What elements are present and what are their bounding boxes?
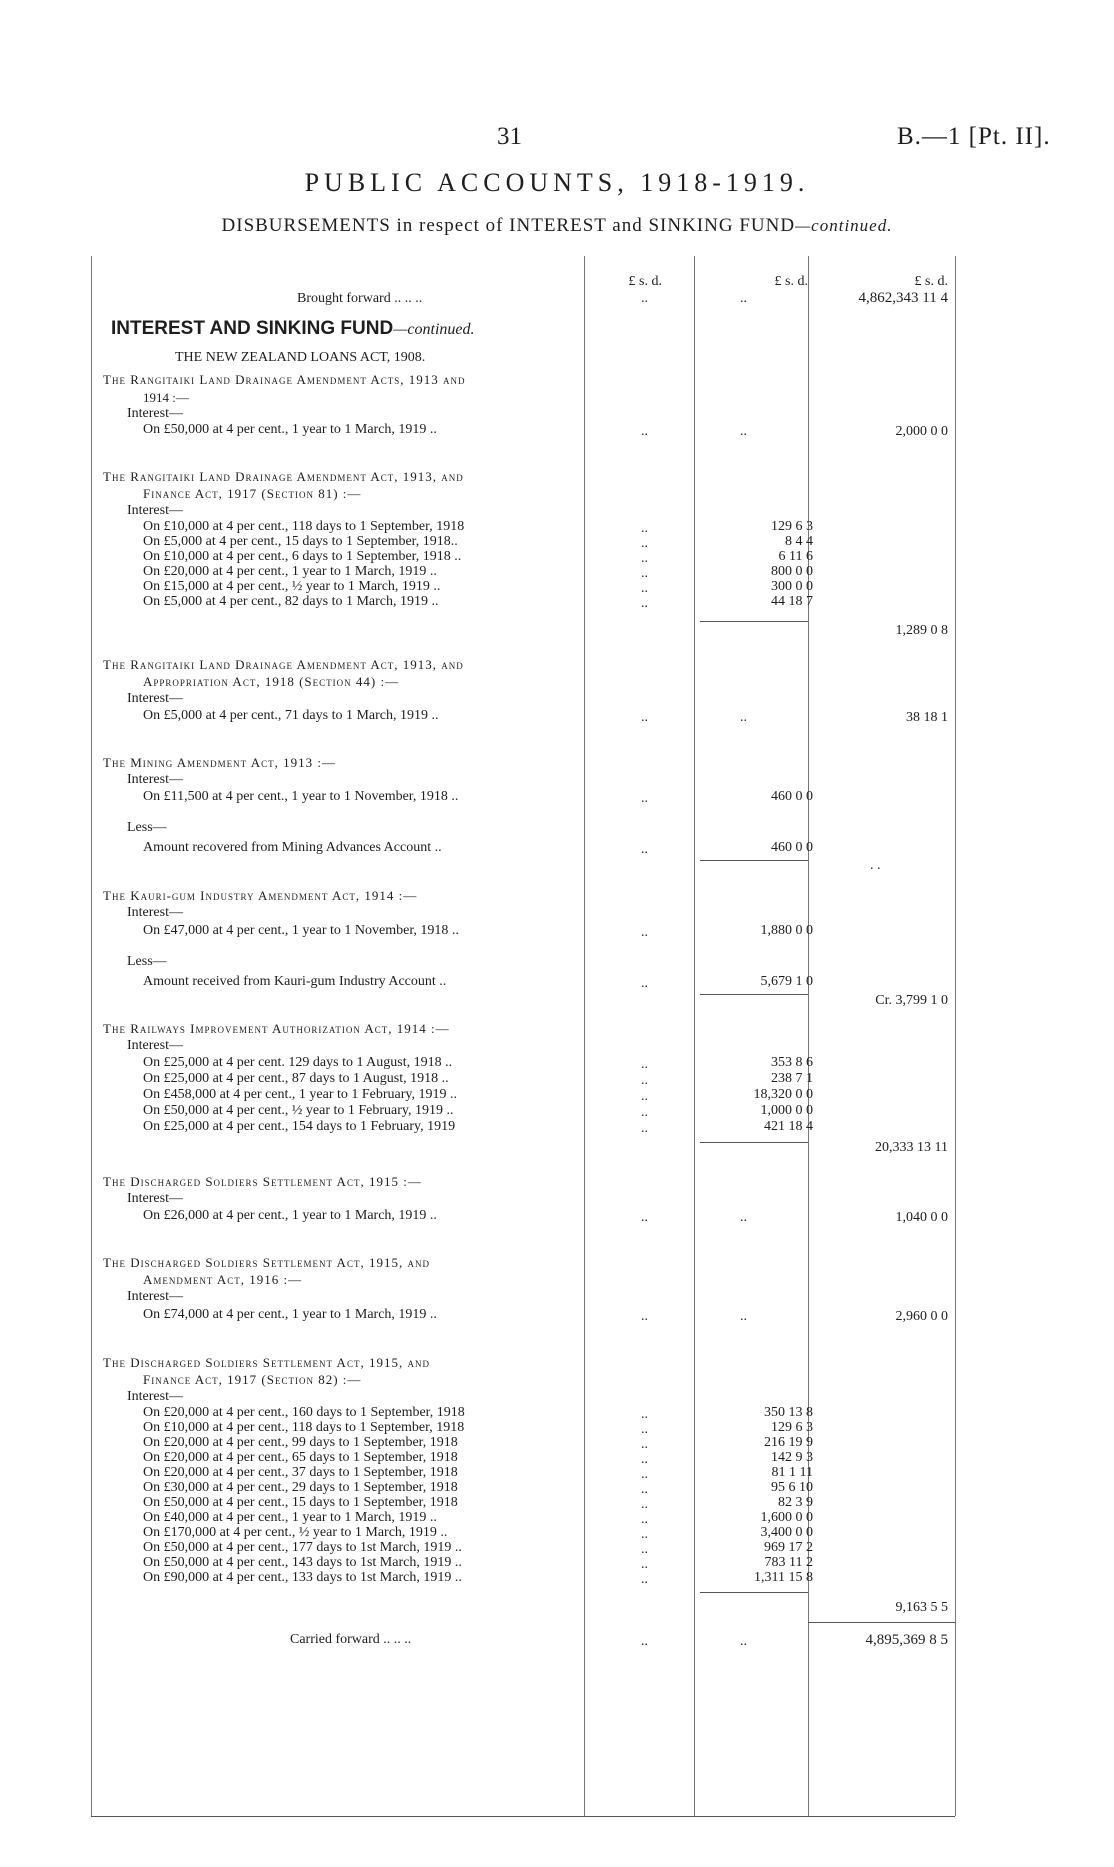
s1-line: On £50,000 at 4 per cent., 1 year to 1 March, 1919 .. (143, 422, 437, 437)
s2-line-5: On £5,000 at 4 per cent., 82 days to 1 March, 1919 .. (143, 594, 439, 609)
s9-amt-3: 142 9 3 (771, 1450, 813, 1465)
s9-col1-1: .. (641, 1422, 648, 1437)
s9-line-0: On £20,000 at 4 per cent., 160 days to 1 September, 1918 (143, 1405, 465, 1420)
s9-amt-7: 1,600 0 0 (760, 1510, 813, 1525)
s6-col1-2: .. (641, 1089, 648, 1104)
s9-amt-2: 216 19 9 (764, 1435, 813, 1450)
s8-interest-label: Interest— (127, 1289, 183, 1304)
carried-forward-rule (808, 1622, 955, 1623)
s2-line-0: On £10,000 at 4 per cent., 118 days to 1 September, 1918 (143, 519, 465, 534)
s9-total: 9,163 5 5 (895, 1600, 948, 1615)
s9-col1-3: .. (641, 1452, 648, 1467)
carried-forward-label: Carried forward .. .. .. (290, 1632, 412, 1647)
carried-forward-col2: .. (740, 1634, 747, 1649)
s2-amt-2: 6 11 6 (778, 549, 813, 564)
s9-amt-0: 350 13 8 (764, 1405, 813, 1420)
brought-forward-col1: .. (641, 291, 648, 306)
s4-total: . . (870, 858, 881, 873)
carried-forward-col1: .. (641, 1634, 648, 1649)
s2-col1-0: .. (641, 521, 648, 536)
s5-title: The Kauri-gum Industry Amendment Act, 1914 :— (103, 888, 418, 903)
s9-subtotal-rule (700, 1592, 808, 1593)
s9-line-7: On £40,000 at 4 per cent., 1 year to 1 March, 1919 .. (143, 1510, 437, 1525)
carried-forward-total: 4,895,369 8 5 (865, 1632, 948, 1648)
col3-header: £ s. d. (914, 274, 948, 289)
s2-amt-3: 800 0 0 (771, 564, 813, 579)
s9-amt-6: 82 3 9 (778, 1495, 813, 1510)
s9-col1-11: .. (641, 1572, 648, 1587)
s9-line-8: On £170,000 at 4 per cent., ½ year to 1 March, 1919 .. (143, 1525, 448, 1540)
s3-line: On £5,000 at 4 per cent., 71 days to 1 March, 1919 .. (143, 708, 439, 723)
s9-amt-10: 783 11 2 (764, 1555, 813, 1570)
s6-col1-3: .. (641, 1105, 648, 1120)
s9-amt-8: 3,400 0 0 (760, 1525, 813, 1540)
page-subtitle (0, 215, 1114, 237)
s1-title-line1: The Rangitaiki Land Drainage Amendment Acts, 1913 and (103, 372, 466, 387)
s2-title-line2: Finance Act, 1917 (Section 81) :— (143, 486, 362, 501)
s6-title: The Railways Improvement Authorization Act, 1914 :— (103, 1021, 450, 1036)
s9-amt-9: 969 17 2 (764, 1540, 813, 1555)
s2-amt-5: 44 18 7 (771, 594, 813, 609)
s5-col1: .. (641, 925, 648, 940)
s9-line-6: On £50,000 at 4 per cent., 15 days to 1 September, 1918 (143, 1495, 458, 1510)
rule-col2 (694, 256, 695, 1816)
col1-header: £ s. d. (628, 274, 662, 289)
s8-col2: .. (740, 1309, 747, 1324)
s4-col1: .. (641, 791, 648, 806)
s2-amt-0: 129 6 3 (771, 519, 813, 534)
s9-line-9: On £50,000 at 4 per cent., 177 days to 1st March, 1919 .. (143, 1540, 462, 1555)
s7-total: 1,040 0 0 (895, 1210, 948, 1225)
s2-col1-2: .. (641, 551, 648, 566)
col2-header: £ s. d. (774, 274, 808, 289)
s3-title-line1: The Rangitaiki Land Drainage Amendment Act, 1913, and (103, 657, 464, 672)
page-number: 31 (497, 123, 522, 150)
s9-col1-9: .. (641, 1542, 648, 1557)
loans-act-heading: THE NEW ZEALAND LOANS ACT, 1908. (175, 350, 426, 365)
s4-less-col1: .. (641, 842, 648, 857)
rule-left (91, 256, 92, 1816)
s6-col1-1: .. (641, 1073, 648, 1088)
heading-suffix: —continued. (393, 321, 475, 338)
s2-line-1: On £5,000 at 4 per cent., 15 days to 1 September, 1918.. (143, 534, 458, 549)
s9-col1-6: .. (641, 1497, 648, 1512)
s3-col2: .. (740, 710, 747, 725)
s9-amt-4: 81 1 11 (771, 1465, 813, 1480)
s3-col1: .. (641, 710, 648, 725)
s5-less-col1: .. (641, 976, 648, 991)
s1-total: 2,000 0 0 (895, 424, 948, 439)
s4-less-line: Amount recovered from Mining Advances Account .. (143, 840, 442, 855)
s5-interest-label: Interest— (127, 905, 183, 920)
s6-col1-4: .. (641, 1121, 648, 1136)
brought-forward-total: 4,862,343 11 4 (858, 290, 948, 306)
s2-col1-1: .. (641, 536, 648, 551)
s4-title: The Mining Amendment Act, 1913 :— (103, 755, 336, 770)
s3-total: 38 18 1 (906, 710, 948, 725)
s2-total: 1,289 0 8 (895, 623, 948, 638)
s6-amt-0: 353 8 6 (771, 1055, 813, 1070)
s1-title-line2: 1914 :— (143, 390, 189, 405)
s9-col1-10: .. (641, 1557, 648, 1572)
s9-col1-5: .. (641, 1482, 648, 1497)
s6-line-4: On £25,000 at 4 per cent., 154 days to 1 February, 1919 (143, 1119, 456, 1134)
s9-amt-1: 129 6 3 (771, 1420, 813, 1435)
s2-col1-4: .. (641, 581, 648, 596)
s8-total: 2,960 0 0 (895, 1309, 948, 1324)
s5-less-label: Less— (127, 954, 167, 969)
s4-less-amt: 460 0 0 (771, 840, 813, 855)
s6-col1-0: .. (641, 1057, 648, 1072)
page-title: PUBLIC ACCOUNTS, 1918-1919. (304, 168, 810, 197)
s6-amt-3: 1,000 0 0 (760, 1103, 813, 1118)
s6-amt-1: 238 7 1 (771, 1071, 813, 1086)
s9-col1-7: .. (641, 1512, 648, 1527)
s1-interest-label: Interest— (127, 406, 183, 421)
heading-text: INTEREST AND SINKING FUND (111, 318, 394, 339)
s5-less-amt: 5,679 1 0 (760, 974, 813, 989)
s2-title-line1: The Rangitaiki Land Drainage Amendment Act, 1913, and (103, 469, 464, 484)
s6-total: 20,333 13 11 (875, 1140, 948, 1155)
s6-line-1: On £25,000 at 4 per cent., 87 days to 1 August, 1918 .. (143, 1071, 449, 1086)
s4-subtotal-rule (700, 860, 808, 861)
s9-interest-label: Interest— (127, 1389, 183, 1404)
s3-title-line2: Appropriation Act, 1918 (Section 44) :— (143, 674, 400, 689)
s7-col2: .. (740, 1210, 747, 1225)
s9-line-10: On £50,000 at 4 per cent., 143 days to 1st March, 1919 .. (143, 1555, 462, 1570)
s6-interest-label: Interest— (127, 1038, 183, 1053)
subtitle-text: DISBURSEMENTS in respect of INTEREST and SINKING FUND (221, 215, 796, 236)
s2-amt-1: 8 4 4 (785, 534, 813, 549)
section-heading (111, 318, 475, 340)
s5-total: Cr. 3,799 1 0 (875, 993, 948, 1008)
s8-title-line1: The Discharged Soldiers Settlement Act, 1915, and (103, 1255, 430, 1270)
s4-amt: 460 0 0 (771, 789, 813, 804)
rule-right (955, 256, 956, 1816)
s9-col1-4: .. (641, 1467, 648, 1482)
s2-line-2: On £10,000 at 4 per cent., 6 days to 1 September, 1918 .. (143, 549, 462, 564)
s9-line-4: On £20,000 at 4 per cent., 37 days to 1 September, 1918 (143, 1465, 458, 1480)
s8-title-line2: Amendment Act, 1916 :— (143, 1272, 303, 1287)
subtitle-suffix: —continued. (795, 216, 893, 235)
s9-col1-0: .. (641, 1407, 648, 1422)
s4-line: On £11,500 at 4 per cent., 1 year to 1 November, 1918 .. (143, 789, 459, 804)
s1-col2: .. (740, 424, 747, 439)
s9-line-1: On £10,000 at 4 per cent., 118 days to 1 September, 1918 (143, 1420, 465, 1435)
s7-line: On £26,000 at 4 per cent., 1 year to 1 March, 1919 .. (143, 1208, 437, 1223)
s9-title-line1: The Discharged Soldiers Settlement Act, 1915, and (103, 1355, 430, 1370)
s6-line-2: On £458,000 at 4 per cent., 1 year to 1 February, 1919 .. (143, 1087, 458, 1102)
s9-col1-8: .. (641, 1527, 648, 1542)
s9-line-11: On £90,000 at 4 per cent., 133 days to 1st March, 1919 .. (143, 1570, 462, 1585)
rule-col1 (584, 256, 585, 1816)
s2-col1-3: .. (641, 566, 648, 581)
s2-amt-4: 300 0 0 (771, 579, 813, 594)
s7-interest-label: Interest— (127, 1191, 183, 1206)
s8-col1: .. (641, 1309, 648, 1324)
s2-interest-label: Interest— (127, 503, 183, 518)
s5-less-line: Amount received from Kauri-gum Industry Account .. (143, 974, 447, 989)
document-reference: B.—1 [Pt. II]. (897, 123, 1051, 150)
s9-line-5: On £30,000 at 4 per cent., 29 days to 1 September, 1918 (143, 1480, 458, 1495)
s7-title: The Discharged Soldiers Settlement Act, 1915 :— (103, 1174, 422, 1189)
s4-interest-label: Interest— (127, 772, 183, 787)
s9-title-line2: Finance Act, 1917 (Section 82) :— (143, 1372, 362, 1387)
rule-bottom (91, 1816, 955, 1817)
s5-amt: 1,880 0 0 (760, 923, 813, 938)
brought-forward-label: Brought forward .. .. .. (297, 291, 423, 306)
s2-subtotal-rule (700, 621, 808, 622)
s2-line-4: On £15,000 at 4 per cent., ½ year to 1 March, 1919 .. (143, 579, 441, 594)
s1-col1: .. (641, 424, 648, 439)
s5-line: On £47,000 at 4 per cent., 1 year to 1 November, 1918 .. (143, 923, 459, 938)
s6-amt-4: 421 18 4 (764, 1119, 813, 1134)
s4-less-label: Less— (127, 820, 167, 835)
s6-line-0: On £25,000 at 4 per cent. 129 days to 1 August, 1918 .. (143, 1055, 453, 1070)
brought-forward-col2: .. (740, 291, 747, 306)
s9-line-3: On £20,000 at 4 per cent., 65 days to 1 September, 1918 (143, 1450, 458, 1465)
s9-col1-2: .. (641, 1437, 648, 1452)
s6-line-3: On £50,000 at 4 per cent., ½ year to 1 February, 1919 .. (143, 1103, 454, 1118)
s2-col1-5: .. (641, 596, 648, 611)
s6-amt-2: 18,320 0 0 (753, 1087, 813, 1102)
s5-subtotal-rule (700, 994, 808, 995)
s7-col1: .. (641, 1210, 648, 1225)
s9-line-2: On £20,000 at 4 per cent., 99 days to 1 September, 1918 (143, 1435, 458, 1450)
s9-amt-5: 95 6 10 (771, 1480, 813, 1495)
s8-line: On £74,000 at 4 per cent., 1 year to 1 March, 1919 .. (143, 1307, 437, 1322)
s3-interest-label: Interest— (127, 691, 183, 706)
s2-line-3: On £20,000 at 4 per cent., 1 year to 1 March, 1919 .. (143, 564, 437, 579)
s6-subtotal-rule (700, 1142, 808, 1143)
s9-amt-11: 1,311 15 8 (754, 1570, 813, 1585)
